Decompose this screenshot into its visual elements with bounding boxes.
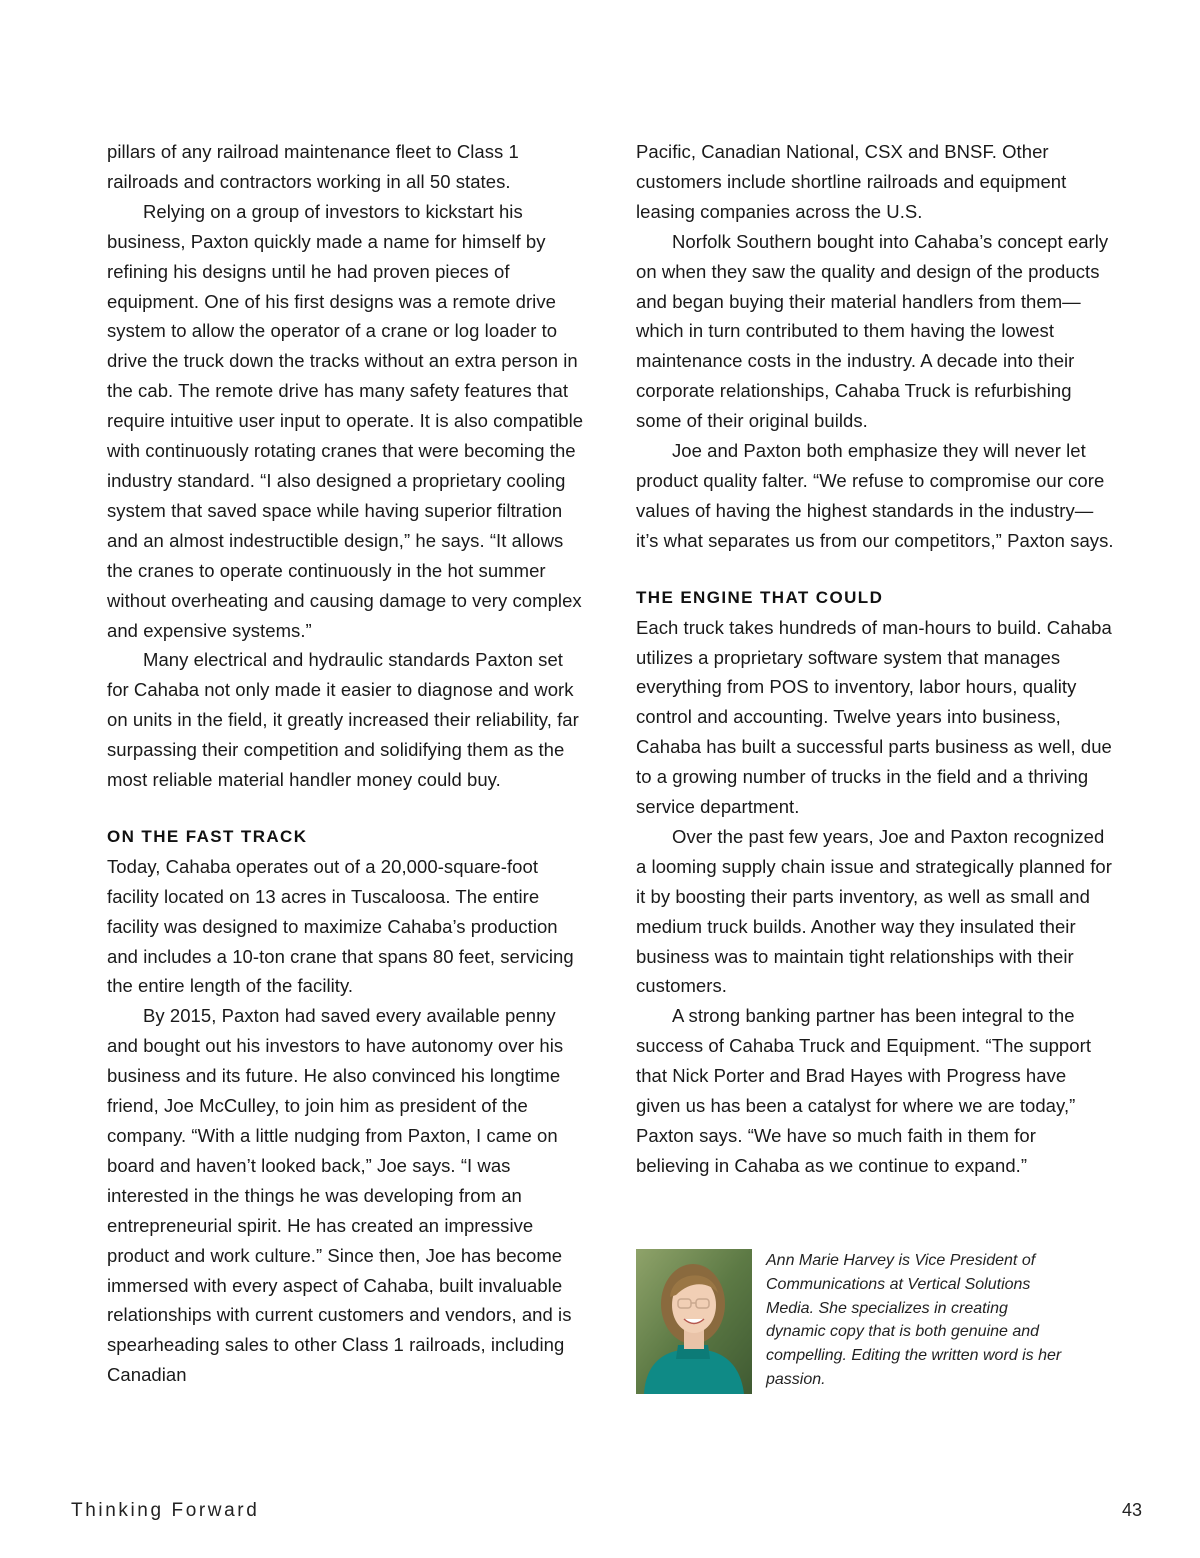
paragraph: Joe and Paxton both emphasize they will never let product quality falter. “We refuse to compromise our core values of having the highest standards in the industry—it’s what separates us from our competitors,” Paxton says. [636,440,1114,551]
author-portrait-image [636,1249,752,1394]
paragraph: Over the past few years, Joe and Paxton recognized a looming supply chain issue and strategically planned for it by boosting their parts inventory, as well as small and medium truck builds. Another way they insulated their business was to maintain tight relationships with their customers. [636,825,1112,997]
paragraph: Relying on a group of investors to kickstart his business, Paxton quickly made a name for himself by refining his designs until he had proven pieces of equipment. One of his first designs was a remote drive system to allow the operator of a crane or log loader to drive the truck down the tracks without an extra person in the cab. The remote drive has many safety features that require intuitive user input to operate. It is also compatible with continuously rotating cranes that were becoming the industry standard. “I also designed a proprietary cooling system that saved space while having superior filtration and an almost indestructible design,” he says. “It allows the cranes to operate continuously in the hot summer without overheating and causing damage to very complex and expensive systems.” [107,200,584,641]
author-photo [636,1249,752,1394]
paragraph: Today, Cahaba operates out of a 20,000-square-foot facility located on 13 acres in Tuscaloosa. The entire facility was designed to maximize Cahaba’s production and includes a 10-ton crane that spans 80 feet, servicing the entire length of the facility. [107,855,574,997]
page-number: 43 [1122,1500,1143,1520]
paragraph: Norfolk Southern bought into Cahaba’s concept early on when they saw the quality and design of the products and began buying their material handlers from them—which in turn contributed to them having the lowest maintenance costs in the industry. A decade into their corporate relationships, Cahaba Truck is refurbishing some of their original builds. [636,230,1109,432]
author-bio [636,1249,1114,1395]
section-heading: THE ENGINE THAT COULD [636,587,884,607]
paragraph: Many electrical and hydraulic standards Paxton set for Cahaba not only made it easier to diagnose and work on units in the field, it greatly increased their reliability, far surpassing their competition and solidifying them as the most reliable material handler money could buy. [107,649,579,791]
paragraph: By 2015, Paxton had saved every available penny and bought out his investors to have autonomy over his business and its future. He also convinced his longtime friend, Joe McCulley, to join him as president of the company. “With a little nudging from Paxton, I came on board and haven’t looked back,” Joe says. “I was interested in the things he was developing from an entrepreneurial spirit. He has created an impressive product and work culture.” Since then, Joe has become immersed with every aspect of Cahaba, built invaluable relationships with current customers and vendors, and is spearheading sales to other Class 1 railroads, including Canadian [107,1005,572,1386]
publication-name: Thinking Forward [71,1500,260,1521]
section-heading: ON THE FAST TRACK [107,826,308,846]
paragraph: Pacific, Canadian National, CSX and BNSF. Other customers include shortline railroads and equipment leasing companies across the U.S. [636,141,1067,222]
bio-text: Ann Marie Harvey is Vice President of Communications at Vertical Solutions Media. She specializes in creating dynamic copy that is both genuine and compelling. Editing the written word is her passion. [766,1252,1062,1388]
right-column [636,137,1114,1181]
paragraph: A strong banking partner has been integral to the success of Cahaba Truck and Equipment. “The support that Nick Porter and Brad Hayes with Progress have given us has been a catalyst for where we are today,” Paxton says. “We have so much faith in them for believing in Cahaba as we continue to expand.” [636,1005,1092,1176]
paragraph: Each truck takes hundreds of man-hours to build. Cahaba utilizes a proprietary software system that manages everything from POS to inventory, labor hours, quality control and accounting. Twelve years into business, Cahaba has built a successful parts business as well, due to a growing number of trucks in the field and a thriving service department. [636,616,1112,818]
left-column [107,137,585,1390]
paragraph: pillars of any railroad maintenance fleet to Class 1 railroads and contractors working in all 50 states. [107,141,519,192]
